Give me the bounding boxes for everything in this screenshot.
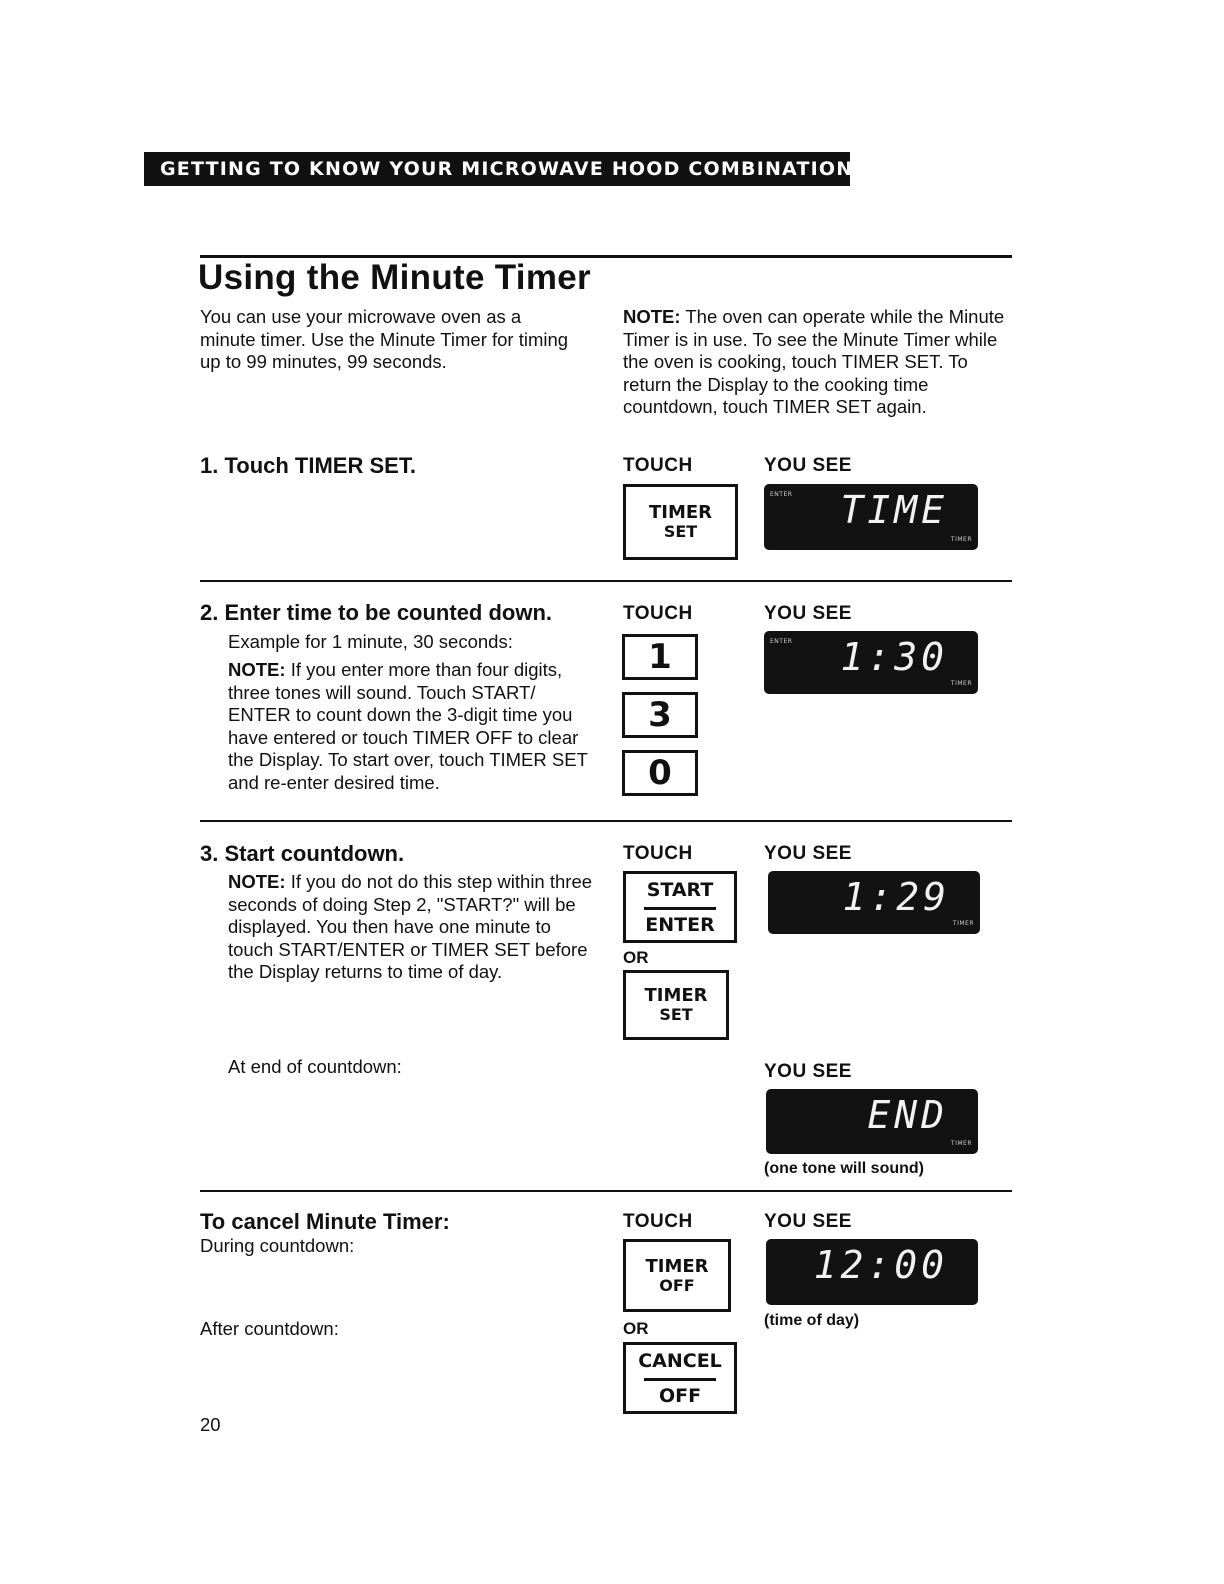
tone-caption: (one tone will sound) — [764, 1160, 924, 1177]
display-readout: 1:30 — [840, 635, 948, 679]
touch-header: TOUCH — [623, 455, 693, 476]
you-see-header: YOU SEE — [764, 1211, 852, 1232]
section-divider — [200, 1190, 1012, 1192]
enter-indicator: ENTER — [770, 491, 793, 498]
key-label: CANCEL — [638, 1350, 722, 1372]
note-paragraph — [623, 306, 1018, 419]
or-label: OR — [623, 1319, 649, 1338]
step2-note — [228, 659, 590, 794]
display-panel — [768, 871, 980, 934]
page-number: 20 — [200, 1414, 221, 1435]
key-label: TIMER — [645, 1255, 709, 1277]
note-label: NOTE: — [623, 306, 681, 327]
step2-example: Example for 1 minute, 30 seconds: — [228, 631, 513, 652]
section-banner: GETTING TO KNOW YOUR MICROWAVE HOOD COMBINATION — [144, 152, 850, 186]
cancel-heading: To cancel Minute Timer: — [200, 1209, 450, 1234]
key-label: SET — [663, 522, 698, 541]
step3-heading: 3. Start countdown. — [200, 841, 405, 866]
timer-indicator: TIMER — [950, 1140, 972, 1147]
touch-header: TOUCH — [623, 1211, 693, 1232]
touch-header: TOUCH — [623, 843, 693, 864]
after-countdown-label: After countdown: — [200, 1318, 339, 1339]
step2-heading: 2. Enter time to be counted down. — [200, 600, 553, 625]
section-divider — [200, 820, 1012, 822]
touch-header: TOUCH — [623, 603, 693, 624]
timer-indicator: TIMER — [950, 536, 972, 543]
time-of-day-caption: (time of day) — [764, 1312, 860, 1329]
page-title: Using the Minute Timer — [198, 258, 591, 297]
during-countdown-label: During countdown: — [200, 1235, 355, 1256]
display-readout: 1:29 — [842, 875, 950, 919]
display-panel — [766, 1239, 978, 1305]
you-see-header: YOU SEE — [764, 603, 852, 624]
you-see-header: YOU SEE — [764, 843, 852, 864]
section-divider — [200, 580, 1012, 582]
key-label: TIMER — [644, 985, 708, 1006]
display-panel — [766, 1089, 978, 1154]
enter-indicator: ENTER — [770, 638, 793, 645]
display-panel — [764, 631, 978, 694]
note-text: If you do not do this step within three seconds of doing Step 2, "START?" will be displayed. You then have one minute to touch START/ENTER or TIMER SET before the Display returns to time of day. — [228, 871, 593, 982]
key-divider — [644, 907, 716, 910]
note-text: The oven can operate while the Minute Timer is in use. To see the Minute Timer while the oven is cooking, touch TIMER SET. To return the Display to the cooking time countdown, touch TIMER SET again. — [623, 306, 1005, 417]
you-see-header: YOU SEE — [764, 1061, 852, 1082]
timer-indicator: TIMER — [952, 920, 974, 927]
number-key-0[interactable]: 0 — [622, 750, 698, 796]
step3-note — [228, 871, 598, 984]
note-label: NOTE: — [228, 871, 286, 892]
key-label: TIMER — [648, 502, 713, 523]
start-enter-key[interactable] — [623, 871, 737, 943]
key-divider — [644, 1378, 716, 1381]
intro-paragraph: You can use your microwave oven as a minute timer. Use the Minute Timer for timing up to 99 minutes, 99 seconds. — [200, 306, 569, 372]
timer-indicator: TIMER — [950, 680, 972, 687]
end-of-countdown-label: At end of countdown: — [228, 1056, 402, 1077]
step1-heading: 1. Touch TIMER SET. — [200, 453, 416, 478]
display-readout: END — [867, 1093, 948, 1137]
key-label: SET — [659, 1005, 693, 1024]
display-readout: TIME — [840, 488, 948, 532]
note-label: NOTE: — [228, 659, 286, 680]
display-panel — [764, 484, 978, 550]
key-label: OFF — [658, 1385, 702, 1407]
display-readout: 12:00 — [813, 1243, 948, 1287]
number-key-1[interactable]: 1 — [622, 634, 698, 680]
key-label: OFF — [659, 1275, 695, 1295]
number-key-3[interactable]: 3 — [622, 692, 698, 738]
timer-set-key[interactable] — [623, 970, 729, 1040]
note-text: If you enter more than four digits, three tones will sound. Touch START/ ENTER to count down the 3-digit time you have entered or touch TIMER OFF to clear the Display. To start over, touch TIMER SET and re-enter desired time. — [228, 659, 588, 793]
key-label: START — [646, 879, 714, 901]
or-label: OR — [623, 948, 649, 967]
cancel-off-key[interactable] — [623, 1342, 737, 1414]
timer-set-key[interactable] — [623, 484, 738, 560]
key-label: ENTER — [645, 914, 715, 936]
timer-off-key[interactable] — [623, 1239, 731, 1312]
you-see-header: YOU SEE — [764, 455, 852, 476]
